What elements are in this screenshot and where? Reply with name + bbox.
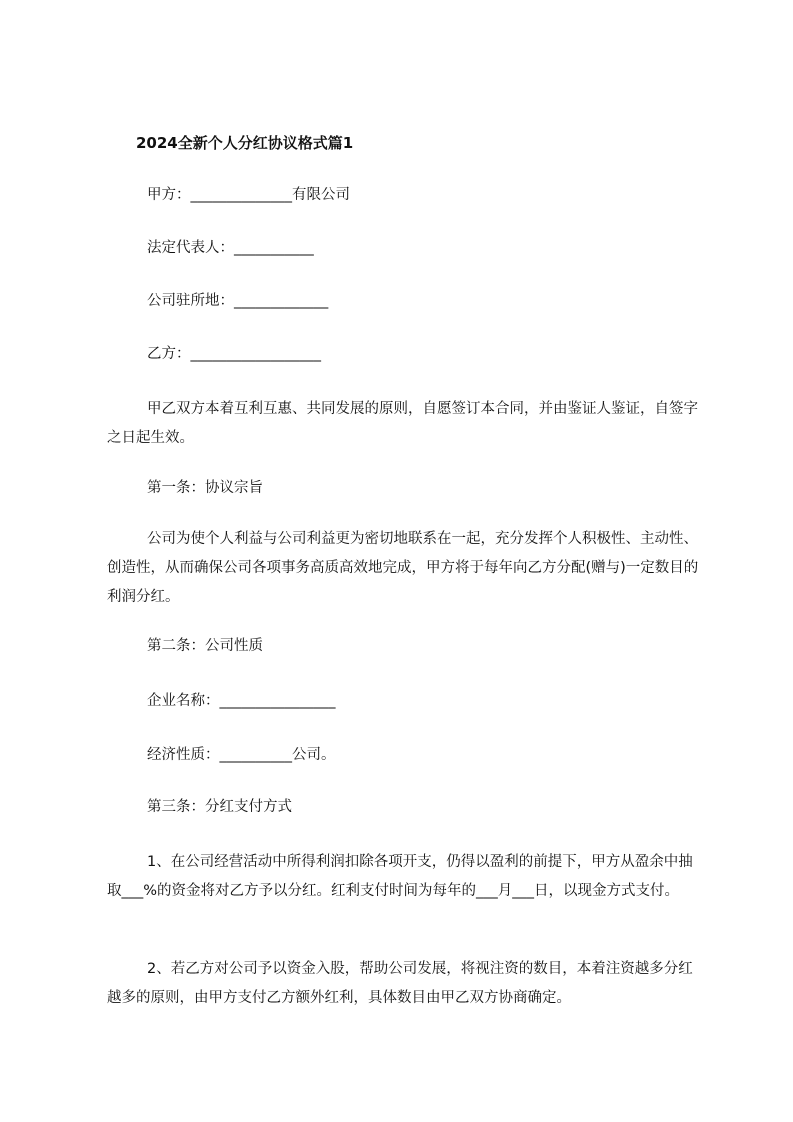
intro-paragraph: 甲乙双方本着互利互惠、共同发展的原则，自愿签订本合同，并由鉴证人鉴证，自签字之日起生效。 xyxy=(107,401,698,446)
economic-nature-field: 经济性质：__________公司。 xyxy=(147,747,336,763)
company-address-field: 公司驻所地：_____________ xyxy=(147,293,329,309)
company-name-field: 企业名称：________________ xyxy=(147,693,336,709)
legal-representative-field: 法定代表人：___________ xyxy=(147,240,314,256)
article1-heading: 第一条：协议宗旨 xyxy=(147,480,263,496)
article3-heading: 第三条：分红支付方式 xyxy=(147,799,292,815)
article1-body: 公司为使个人利益与公司利益更为密切地联系在一起，充分发挥个人积极性、主动性、创造性，从而确保公司各项事务高质高效地完成，甲方将于每年向乙方分配(赠与)一定数目的利润分红。 xyxy=(107,531,699,605)
document-title: 2024全新个人分红协议格式篇1 xyxy=(136,134,354,152)
article3-clause-1: 1、在公司经营活动中所得利润扣除各项开支，仍得以盈利的前提下，甲方从盈余中抽取___%的资金将对乙方予以分红。红利支付时间为每年的___月___日，以现金方式支付。 xyxy=(107,854,693,899)
article3-clause-2: 2、若乙方对公司予以资金入股，帮助公司发展，将视注资的数目，本着注资越多分红越多的原则，由甲方支付乙方额外红利，具体数目由甲乙双方协商确定。 xyxy=(107,961,693,1006)
party-a-field: 甲方：______________有限公司 xyxy=(147,187,350,203)
party-b-field: 乙方：__________________ xyxy=(147,346,321,362)
article2-heading: 第二条：公司性质 xyxy=(147,638,263,654)
